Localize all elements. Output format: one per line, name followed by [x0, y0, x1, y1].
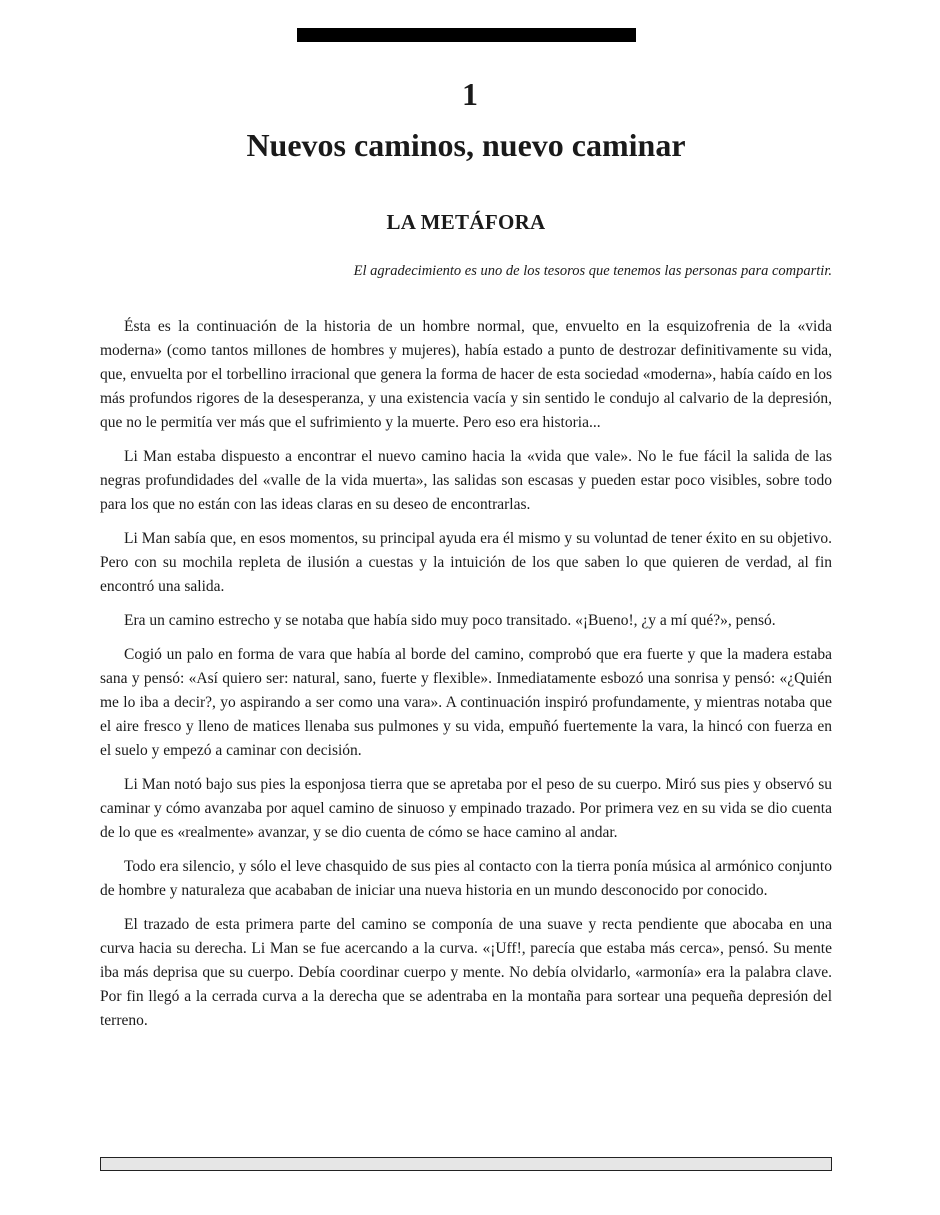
body-text — [100, 315, 832, 1043]
paragraph: El trazado de esta primera parte del camino se componía de una suave y recta pendiente que abocaba en una curva hacia su derecha. Li Man se fue acercando a la curva. «¡Uff!, parecía que estaba más cerca», pensó. Su mente iba más deprisa que su cuerpo. Debía coordinar cuerpo y mente. No debía olvidarlo, «armonía» era la palabra clave. Por fin llegó a la cerrada curva a la derecha que se adentraba en la montaña para sortear una pequeña depresión del terreno. — [100, 916, 832, 1029]
epigraph: El agradecimiento es uno de los tesoros que tenemos las personas para compartir. — [353, 263, 832, 279]
chapter-title: Nuevos caminos, nuevo caminar — [246, 127, 686, 163]
paragraph: Todo era silencio, y sólo el leve chasquido de sus pies al contacto con la tierra ponía música al armónico conjunto de hombre y naturaleza que acababan de iniciar una nueva historia en un mundo desconocido por conocido. — [100, 858, 832, 899]
paragraph: Ésta es la continuación de la historia de un hombre normal, que, envuelto en la esquizofrenia de la «vida moderna» (como tantos millones de hombres y mujeres), había estado a punto de destrozar definitivamente su vida, que, envuelta por el torbellino irracional que genera la forma de hacer de esta sociedad «moderna», había caído en los más profundos rigores de la desesperanza, y una existencia vacía y sin sentido le condujo al calvario de la depresión, que no le permitía ver más que el sufrimiento y la muerte. Pero eso era historia... — [100, 318, 832, 431]
paragraph: Li Man sabía que, en esos momentos, su principal ayuda era él mismo y su voluntad de tener éxito en su objetivo. Pero con su mochila repleta de ilusión a cuestas y la intuición de los que saben lo que quieren de verdad, al fin encontró una salida. — [100, 530, 832, 595]
paragraph: Cogió un palo en forma de vara que había al borde del camino, comprobó que era fuerte y que la madera estaba sana y pensó: «Así quiero ser: natural, sano, fuerte y flexible». Inmediatamente esbozó una sonrisa y pensó: «¿Quién me lo iba a decir?, yo aspirando a ser como una vara». A continuación inspiró profundamente, y mientras notaba que el aire fresco y lleno de matices llenaba sus pulmones y su vida, empuñó fuertemente la vara, la hincó con fuerza en el suelo y empezó a caminar con decisión. — [100, 646, 832, 759]
chapter-number: 1 — [462, 76, 478, 112]
section-title: LA METÁFORA — [386, 210, 546, 234]
paragraph: Era un camino estrecho y se notaba que había sido muy poco transitado. «¡Bueno!, ¿y a mí qué?», pensó. — [124, 612, 776, 629]
bottom-frame-edge — [100, 1157, 832, 1171]
top-decorative-bar — [297, 28, 636, 42]
paragraph: Li Man estaba dispuesto a encontrar el nuevo camino hacia la «vida que vale». No le fue fácil la salida de las negras profundidades del «valle de la vida muerta», las salidas son escasas y pueden estar poco visibles, sobre todo para los que no están con las ideas claras en su deseo de encontrarlas. — [100, 448, 832, 513]
paragraph: Li Man notó bajo sus pies la esponjosa tierra que se apretaba por el peso de su cuerpo. Miró sus pies y observó su caminar y cómo avanzaba por aquel camino de sinuoso y empinado trazado. Por primera vez en su vida se dio cuenta de lo que es «realmente» avanzar, y se dio cuenta de cómo se hace camino al andar. — [100, 776, 832, 841]
